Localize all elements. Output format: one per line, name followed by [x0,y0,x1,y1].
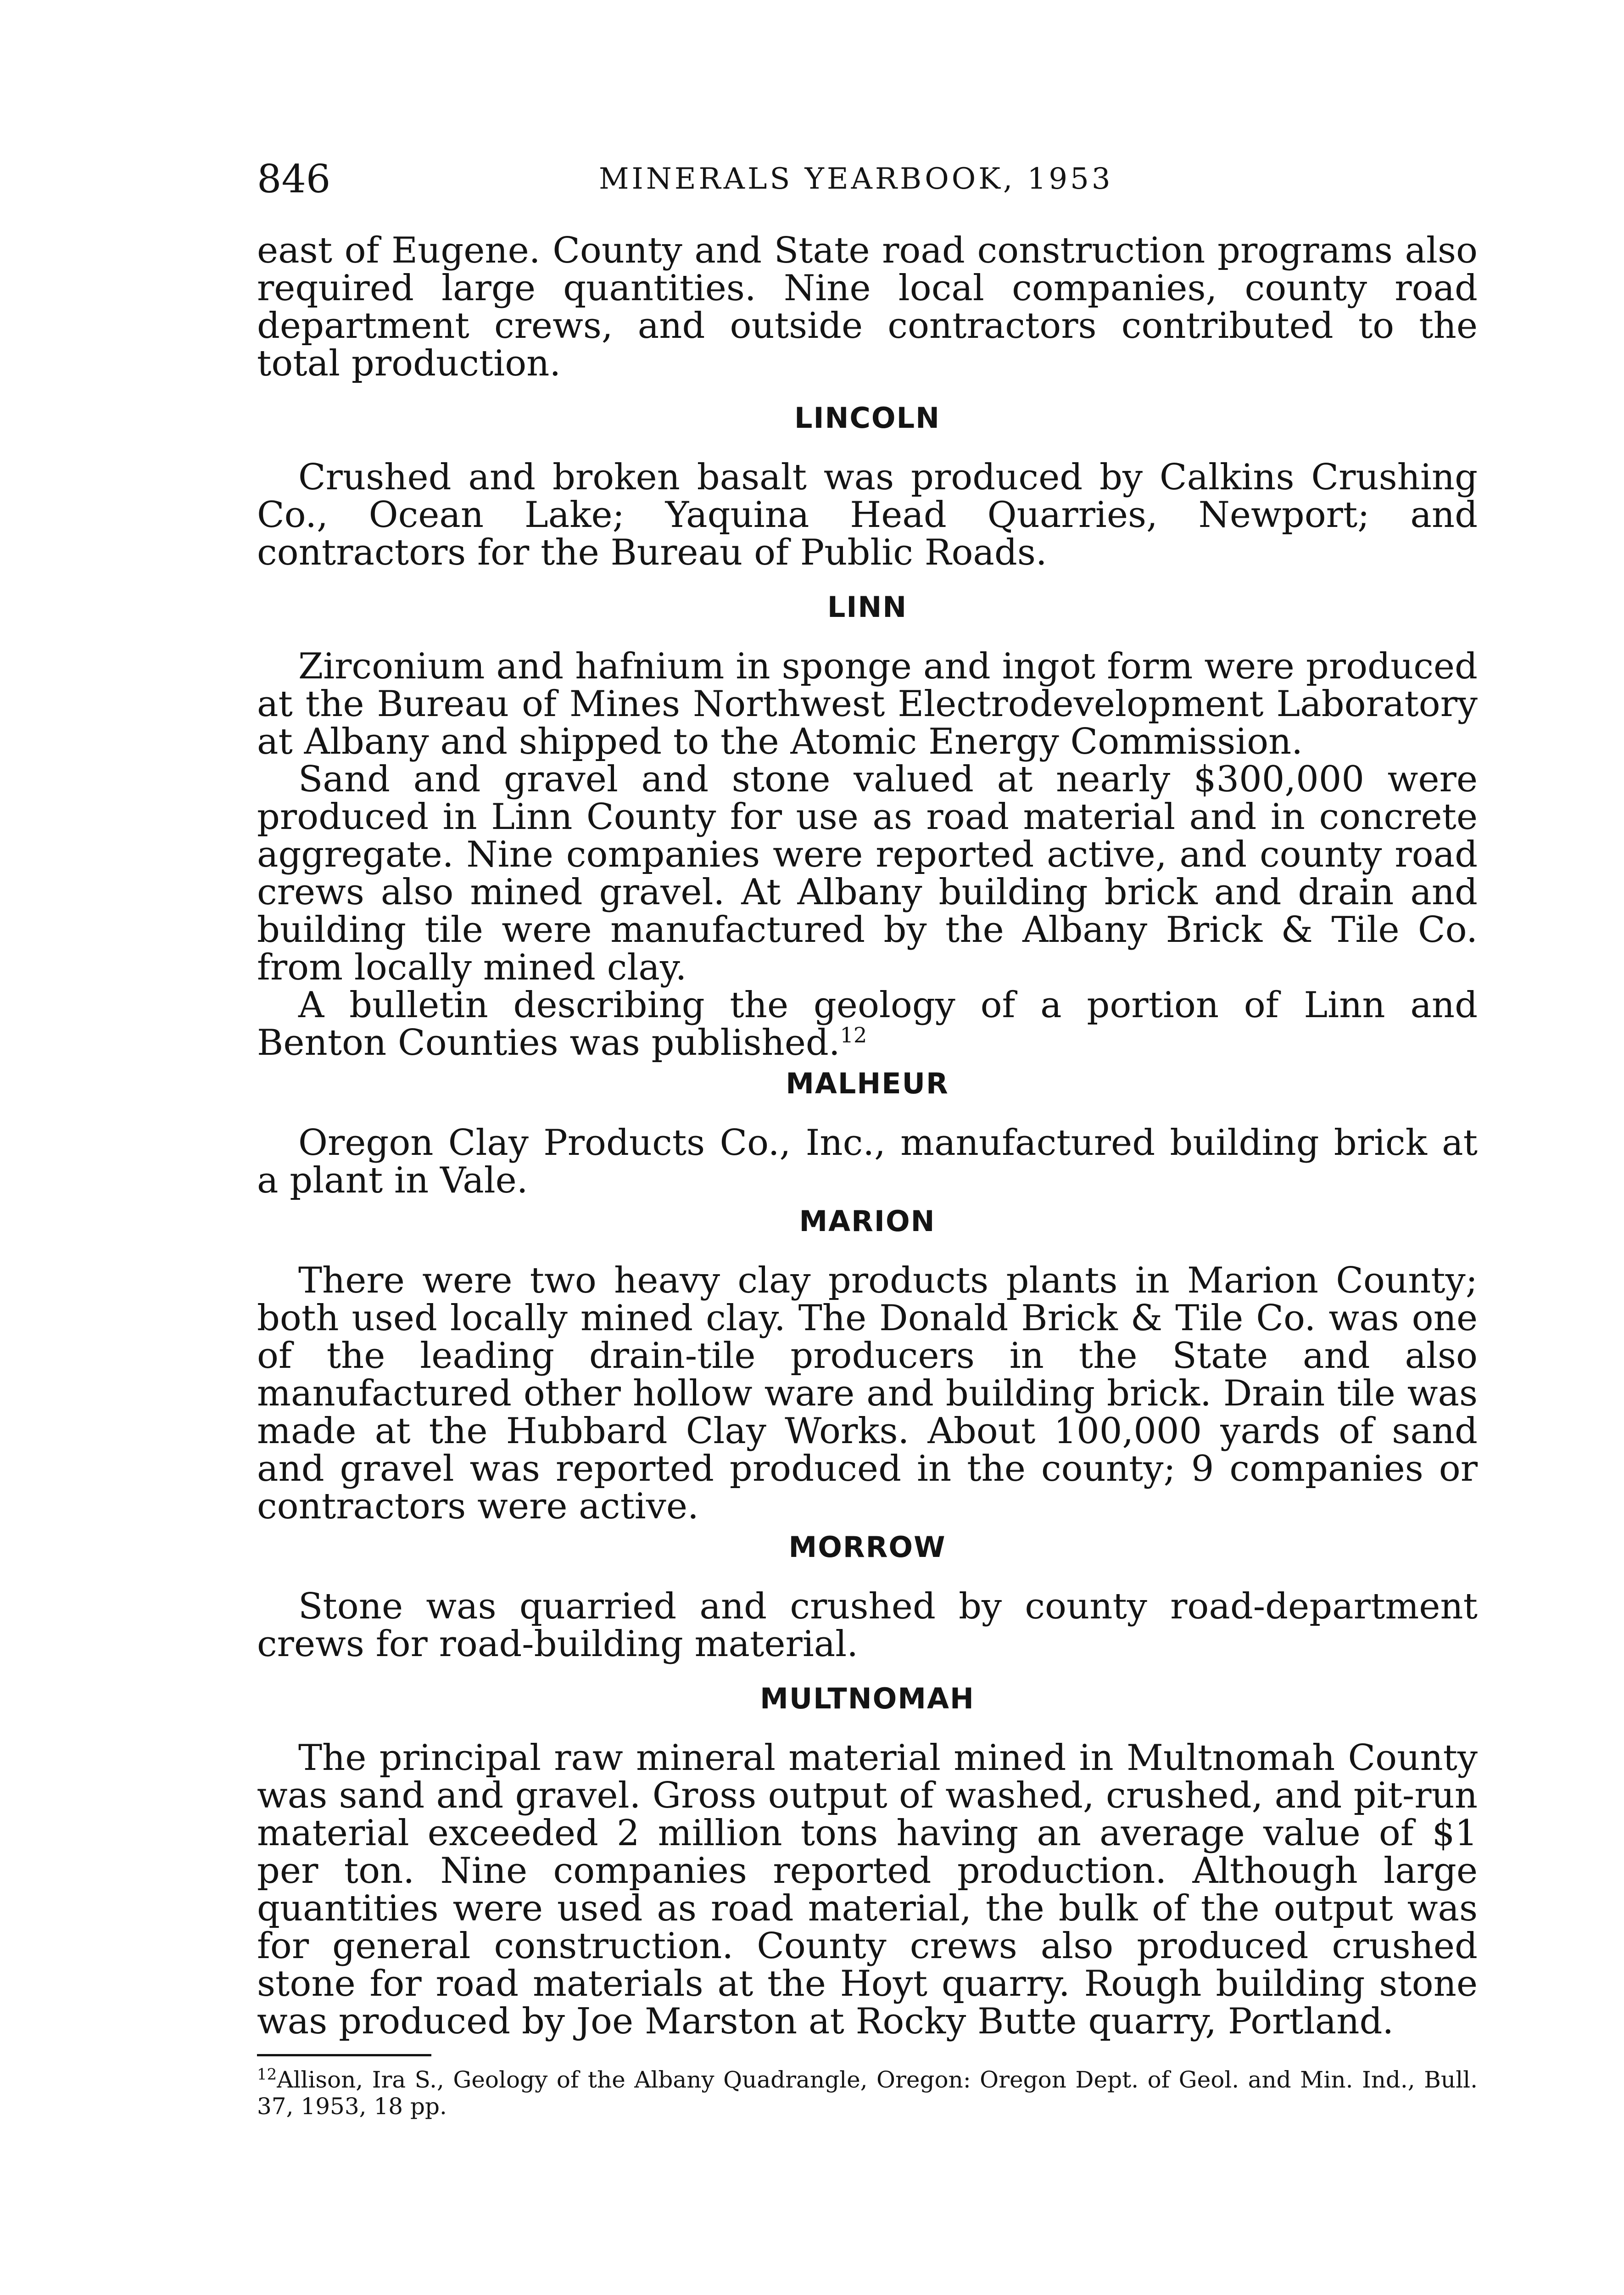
page-number: 846 [257,157,331,202]
body-column [257,232,1478,2120]
linn-bulletin-text: A bulletin describing the geology of a portion of Linn and Benton Counties was published. [257,985,1478,1064]
lincoln-paragraph: Crushed and broken basalt was produced by Calkins Crushing Co., Ocean Lake; Yaquina Head Quarries, Newport; and contractors for the Bureau of Public Roads. [257,457,1478,573]
linn-paragraph-zirconium: Zirconium and hafnium in sponge and ingot form were produced at the Bureau of Mines Northwest Electrodevelopment Laboratory at Albany and shipped to the Atomic Energy Commission. [257,646,1478,762]
heading-multnomah: MULTNOMAH [760,1682,975,1715]
footnote [257,2066,1478,2120]
multnomah-paragraph: The principal raw mineral material mined in Multnomah County was sand and gravel. Gross output of washed, crushed, and pit-run material exceeded 2 million tons having an average value of $1 per ton. Nine companies reported production. Although large quantities were used as road material, the bulk of the output was for general construction. County crews also produced crushed stone for road materials at the Hoyt quarry. Rough building stone was produced by Joe Marston at Rocky Butte quarry, Portland. [257,1737,1478,2042]
marion-paragraph: There were two heavy clay products plants in Marion County; both used locally mined clay. The Donald Brick & Tile Co. was one of the leading drain-tile producers in the State and also manufactured other hollow ware and building brick. Drain tile was made at the Hubbard Clay Works. About 100,000 yards of sand and gravel was reported produced in the county; 9 companies or contractors were active. [257,1260,1478,1527]
heading-malheur: MALHEUR [786,1067,949,1100]
running-head: MINERALS YEARBOOK, 1953 [599,162,1113,196]
footnote-divider [257,2054,431,2056]
footnote-text: Allison, Ira S., Geology of the Albany Quadrangle, Oregon: Oregon Dept. of Geol. and Min. Ind., Bull. 37, 1953, 18 pp. [257,2066,1478,2120]
malheur-paragraph: Oregon Clay Products Co., Inc., manufactured building brick at a plant in Vale. [257,1122,1478,1201]
footnote-reference[interactable]: 12 [840,1023,867,1047]
footnote-marker: 12 [257,2065,277,2084]
heading-linn: LINN [827,590,908,624]
intro-paragraph: east of Eugene. County and State road construction programs also required large quantities. Nine local companies, county road department crews, and outside contractors contributed to the total production. [257,230,1478,384]
heading-marion: MARION [799,1204,936,1238]
heading-lincoln: LINCOLN [794,401,941,435]
linn-paragraph-bulletin [257,986,1478,1062]
morrow-paragraph: Stone was quarried and crushed by county road-department crews for road-building material. [257,1586,1478,1665]
linn-paragraph-sand-gravel: Sand and gravel and stone valued at nearly $300,000 were produced in Linn County for use as road material and in concrete aggregate. Nine companies were reported active, and county road crews also mined gravel. At Albany building brick and drain and building tile were manufactured by the Albany Brick & Tile Co. from locally mined clay. [257,759,1478,988]
heading-morrow: MORROW [788,1530,946,1564]
page-header [257,151,1487,207]
